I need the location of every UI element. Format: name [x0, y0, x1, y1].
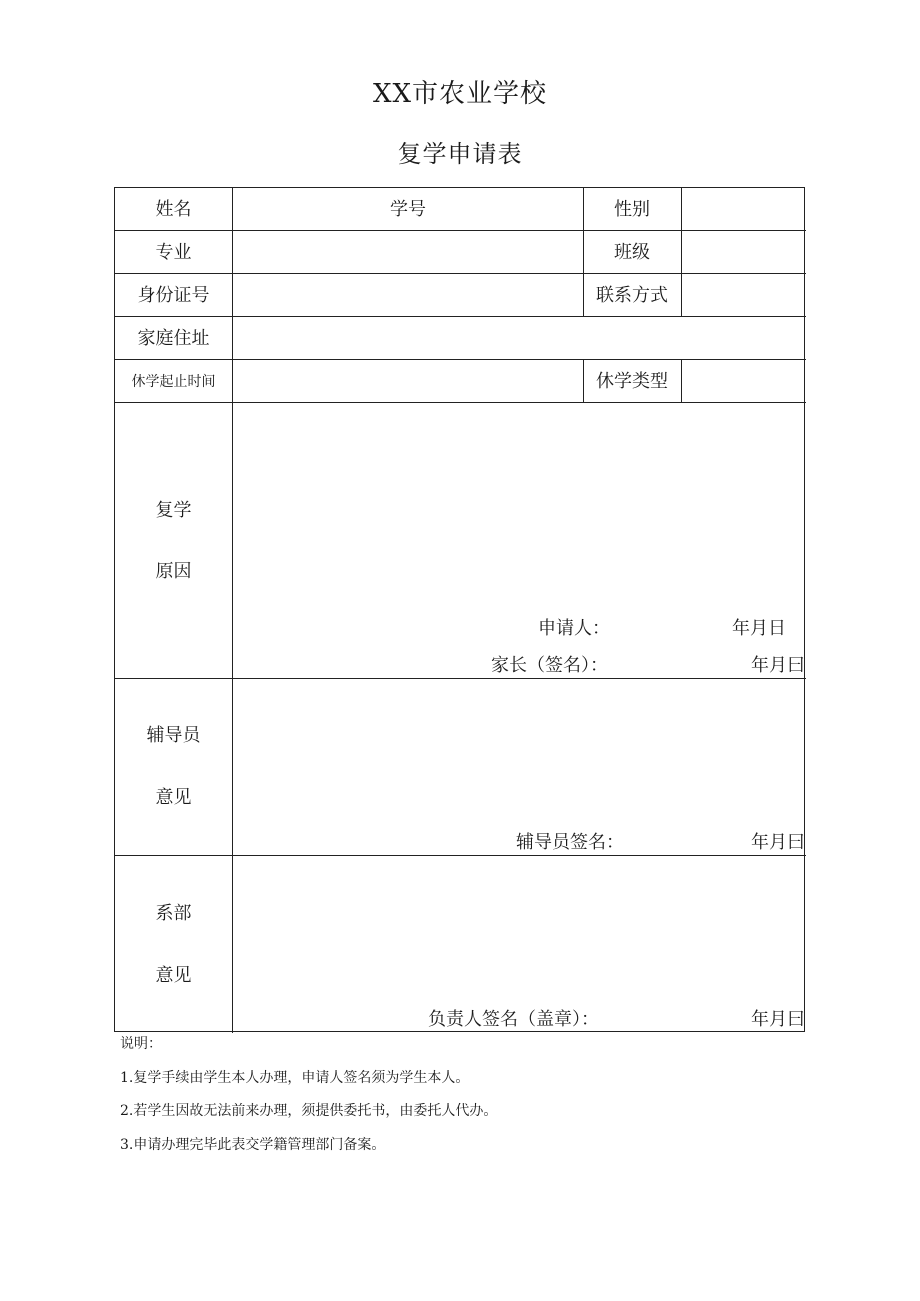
counselor-signature-label: 辅导员签名：: [516, 832, 624, 853]
gender-label: 性别: [614, 199, 650, 220]
notes-heading: 说明：: [120, 1036, 162, 1052]
counselor-date: 年月曰: [751, 832, 805, 853]
row-divider: [115, 273, 806, 274]
note-item-1: 1.复学手续由学生本人办理，申请人签名须为学生本人。: [120, 1070, 470, 1086]
school-title: XX市农业学校: [372, 79, 548, 109]
name-label: 姓名: [155, 199, 192, 220]
column-divider: [232, 188, 233, 1033]
parent-signature-label: 家长（签名）：: [491, 655, 608, 676]
department-label-line1: 系部: [155, 903, 192, 924]
major-label: 专业: [155, 242, 192, 263]
column-divider: [681, 188, 682, 316]
section-divider: [115, 855, 806, 856]
application-form-table: [114, 187, 805, 1032]
column-divider: [681, 359, 682, 402]
row-divider: [115, 402, 806, 403]
counselor-label-line2: 意见: [155, 787, 192, 808]
row-divider: [115, 230, 806, 231]
parent-date: 年月曰: [751, 655, 805, 676]
reason-label-line1: 复学: [155, 500, 192, 521]
department-signature-label: 负责人签名（盖章）：: [428, 1009, 599, 1030]
form-title: 复学申请表: [397, 140, 523, 168]
department-label-line2: 意见: [155, 965, 192, 986]
contact-label: 联系方式: [596, 285, 668, 306]
department-date: 年月曰: [751, 1009, 805, 1030]
row-divider: [115, 316, 806, 317]
suspension-period-label: 休学起止时间: [131, 374, 216, 390]
section-divider: [115, 678, 806, 679]
reason-label-line2: 原因: [155, 561, 192, 582]
class-label: 班级: [614, 242, 650, 263]
note-item-2: 2.若学生因故无法前来办理，须提供委托书，由委托人代办。: [120, 1103, 498, 1119]
address-label: 家庭住址: [137, 328, 210, 349]
id-number-label: 身份证号: [137, 285, 210, 306]
suspension-type-label: 休学类型: [596, 371, 668, 392]
applicant-signature-label: 申请人：: [538, 618, 610, 639]
applicant-date: 年月日: [732, 618, 786, 639]
student-id-label: 学号: [390, 199, 426, 220]
counselor-label-line1: 辅导员: [146, 725, 201, 746]
note-item-3: 3.申请办理完毕此表交学籍管理部门备案。: [120, 1137, 386, 1153]
row-divider: [115, 359, 806, 360]
